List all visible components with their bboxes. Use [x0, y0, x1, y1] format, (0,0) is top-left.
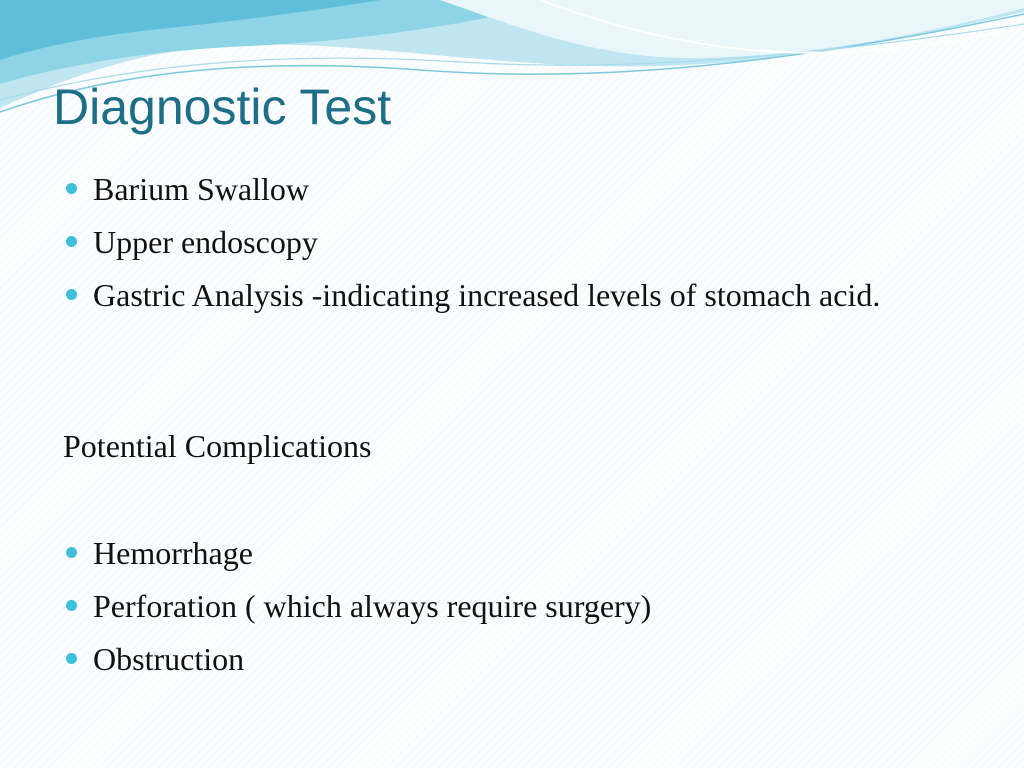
list-item — [63, 584, 893, 628]
bullet-icon — [66, 289, 77, 300]
bullet-icon — [66, 236, 77, 247]
bullet-icon — [66, 653, 77, 664]
list-item — [63, 220, 893, 264]
bullet-icon — [66, 183, 77, 194]
list-item-text: Perforation ( which always require surgery) — [93, 588, 652, 624]
list-item — [63, 273, 893, 317]
list-item — [63, 167, 893, 211]
list-item — [63, 531, 893, 575]
list-item-text: Upper endoscopy — [93, 224, 318, 260]
list-item-text: Gastric Analysis -indicating increased levels of stomach acid. — [93, 277, 881, 313]
list-item-text: Barium Swallow — [93, 171, 309, 207]
list-item-text: Obstruction — [93, 641, 245, 677]
complications-list — [63, 531, 893, 690]
bullet-icon — [66, 547, 77, 558]
list-item-text: Hemorrhage — [93, 535, 253, 571]
complications-heading: Potential Complications — [63, 428, 372, 464]
bullet-icon — [66, 600, 77, 611]
slide-title: Diagnostic Test — [53, 79, 392, 135]
diagnostic-tests-list — [63, 167, 893, 326]
list-item — [63, 637, 893, 681]
